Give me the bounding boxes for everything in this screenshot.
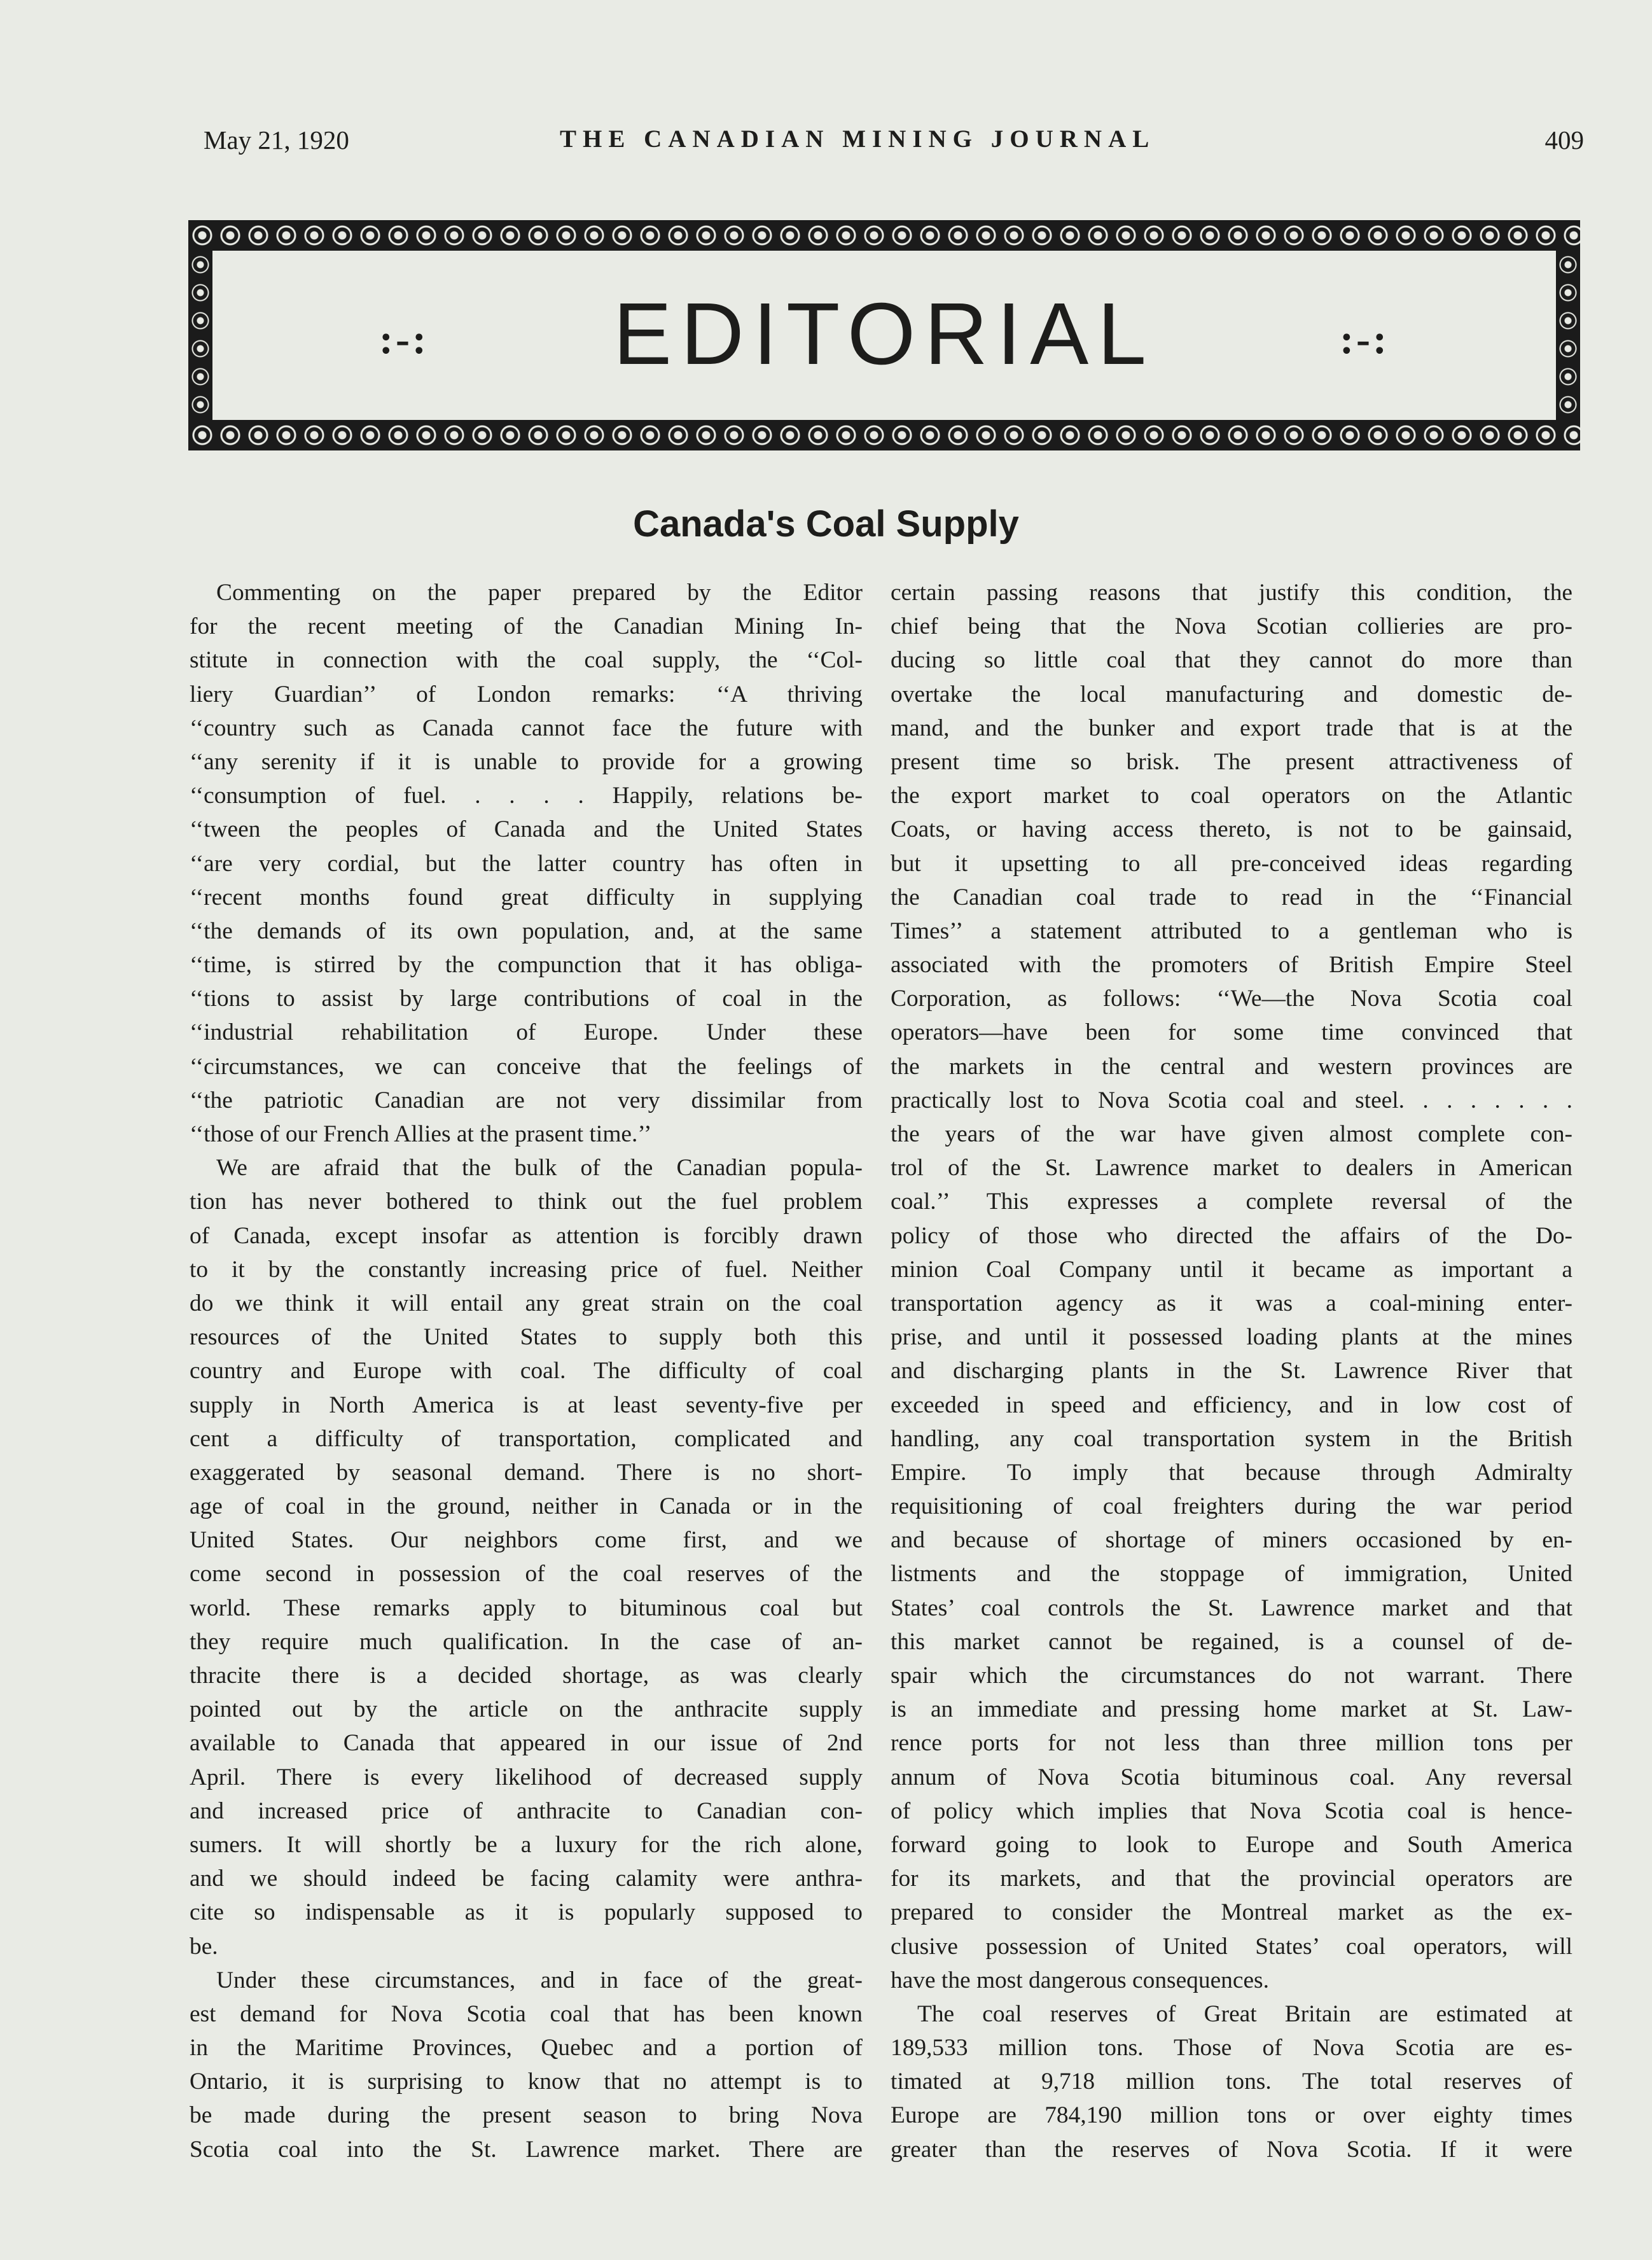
text-line: and because of shortage of miners occasioned by en- — [891, 1527, 1572, 1554]
text-line: exaggerated by seasonal demand. There is no short- — [190, 1459, 863, 1486]
text-line: is an immediate and pressing home market at St. Law- — [891, 1696, 1572, 1723]
text-line: this market cannot be regained, is a counsel of de- — [891, 1628, 1572, 1655]
text-line: certain passing reasons that justify this condition, the — [891, 580, 1572, 606]
text-line: and we should indeed be facing calamity were anthra- — [190, 1866, 863, 1892]
text-line: have the most dangerous consequences. — [891, 1967, 1269, 1993]
text-line: sumers. It will shortly be a luxury for the rich alone, — [190, 1831, 863, 1858]
text-line: transportation agency as it was a coal-mining enter- — [891, 1290, 1572, 1316]
text-line: liery Guardian’’ of London remarks: ‘‘A thriving — [190, 681, 863, 708]
text-line: listments and the stoppage of immigration, United — [891, 1561, 1572, 1587]
text-line: exceeded in speed and efficiency, and in low cost of — [891, 1392, 1572, 1418]
text-line: We are afraid that the bulk of the Canadian popula- — [216, 1155, 863, 1182]
text-line: present time so brisk. The present attractiveness of — [891, 748, 1572, 775]
text-line: be made during the present season to bring Nova — [190, 2102, 863, 2129]
text-line: coal.’’ This expresses a complete reversal of the — [891, 1189, 1572, 1215]
text-line: rence ports for not less than three million tons per — [891, 1730, 1572, 1757]
text-line: ‘‘are very cordial, but the latter country has often in — [190, 850, 863, 877]
text-line: Europe are 784,190 million tons or over eighty times — [891, 2102, 1572, 2129]
article-title: Canada's Coal Supply — [633, 503, 1019, 545]
text-line: come second in possession of the coal reserves of the — [190, 1561, 863, 1587]
text-line: thracite there is a decided shortage, as was clearly — [190, 1663, 863, 1689]
text-line: in the Maritime Provinces, Quebec and a portion of — [190, 2035, 863, 2061]
text-line: requisitioning of coal freighters during the war period — [891, 1493, 1572, 1520]
text-line: ‘‘any serenity if it is unable to provide for a growing — [190, 748, 863, 775]
text-line: Empire. To imply that because through Admiralty — [891, 1459, 1572, 1486]
text-line: Commenting on the paper prepared by the Editor — [216, 580, 863, 606]
editorial-banner — [188, 220, 1580, 450]
text-line: stitute in connection with the coal supply, the ‘‘Col- — [190, 647, 863, 674]
ornament-left: :-: — [379, 316, 429, 363]
text-line: associated with the promoters of British Empire Steel — [891, 952, 1572, 979]
text-line: States’ coal controls the St. Lawrence market and that — [891, 1594, 1572, 1621]
text-line: supply in North America is at least seventy-five per — [190, 1392, 863, 1418]
text-line: the markets in the central and western provinces are — [891, 1053, 1572, 1080]
text-line: and discharging plants in the St. Lawrence River that — [891, 1358, 1572, 1385]
text-line: the Canadian coal trade to read in the ‘‘Financial — [891, 884, 1572, 910]
text-line: ducing so little coal that they cannot do more than — [891, 647, 1572, 674]
text-line: but it upsetting to all pre-conceived ideas regarding — [891, 850, 1572, 877]
text-line: Times’’ a statement attributed to a gentleman who is — [891, 917, 1572, 944]
text-line: ‘‘tions to assist by large contributions of coal in the — [190, 986, 863, 1012]
ornamental-border-top — [188, 220, 1580, 251]
text-line: est demand for Nova Scotia coal that has been known — [190, 2000, 863, 2027]
text-line: Coats, or having access thereto, is not to be gainsaid, — [891, 816, 1572, 843]
text-line: ‘‘time, is stirred by the compunction that it has obliga- — [190, 952, 863, 979]
article-column-right — [891, 576, 1572, 2166]
text-line: cent a difficulty of transportation, complicated and — [190, 1425, 863, 1452]
text-line: tion has never bothered to think out the fuel problem — [190, 1189, 863, 1215]
text-line: be. — [190, 1933, 218, 1960]
journal-name: THE CANADIAN MINING JOURNAL — [560, 125, 1156, 153]
text-line: and increased price of anthracite to Canadian con- — [190, 1797, 863, 1824]
text-line: April. There is every likelihood of decreased supply — [190, 1764, 863, 1790]
text-line: country and Europe with coal. The difficulty of coal — [190, 1358, 863, 1385]
text-line: ‘‘industrial rehabilitation of Europe. Under these — [190, 1019, 863, 1046]
text-line: handling, any coal transportation system in the British — [891, 1425, 1572, 1452]
text-line: ‘‘those of our French Allies at the prasent time.’’ — [190, 1121, 652, 1147]
text-line: spair which the circumstances do not warrant. There — [891, 1663, 1572, 1689]
text-line: ‘‘circumstances, we can conceive that the feelings of — [190, 1053, 863, 1080]
text-line: forward going to look to Europe and South America — [891, 1831, 1572, 1858]
text-line: overtake the local manufacturing and domestic de- — [891, 681, 1572, 708]
text-line: clusive possession of United States’ coal operators, will — [891, 1933, 1572, 1960]
text-line: of policy which implies that Nova Scotia coal is hence- — [891, 1797, 1572, 1824]
text-line: practically lost to Nova Scotia coal and steel. . . . . . . . — [891, 1087, 1572, 1113]
section-title: EDITORIAL — [613, 285, 1155, 383]
text-line: trol of the St. Lawrence market to dealers in American — [891, 1155, 1572, 1182]
text-line: timated at 9,718 million tons. The total reserves of — [891, 2068, 1572, 2095]
article-column-left — [190, 576, 863, 2166]
text-line: ‘‘consumption of fuel. . . . . Happily, relations be- — [190, 783, 863, 809]
text-line: ‘‘country such as Canada cannot face the future with — [190, 715, 863, 741]
text-line: do we think it will entail any great strain on the coal — [190, 1290, 863, 1316]
text-line: annum of Nova Scotia bituminous coal. Any reversal — [891, 1764, 1572, 1790]
text-line: United States. Our neighbors come first, and we — [190, 1527, 863, 1554]
text-line: ‘‘the patriotic Canadian are not very dissimilar from — [190, 1087, 863, 1113]
text-line: world. These remarks apply to bituminous coal but — [190, 1594, 863, 1621]
text-line: prise, and until it possessed loading plants at the mines — [891, 1324, 1572, 1351]
text-line: cite so indispensable as it is popularly supposed to — [190, 1899, 863, 1926]
text-line: operators—have been for some time convinced that — [891, 1019, 1572, 1046]
text-line: policy of those who directed the affairs of the Do- — [891, 1222, 1572, 1249]
text-line: minion Coal Company until it became as important a — [891, 1256, 1572, 1283]
text-line: of Canada, except insofar as attention is forcibly drawn — [190, 1222, 863, 1249]
text-line: Under these circumstances, and in face of the great- — [216, 1967, 863, 1993]
issue-date: May 21, 1920 — [204, 125, 349, 155]
text-line: resources of the United States to supply both this — [190, 1324, 863, 1351]
text-line: ‘‘recent months found great difficulty in supplying — [190, 884, 863, 910]
text-line: Ontario, it is surprising to know that no attempt is to — [190, 2068, 863, 2095]
text-line: prepared to consider the Montreal market as the ex- — [891, 1899, 1572, 1926]
text-line: chief being that the Nova Scotian collieries are pro- — [891, 613, 1572, 640]
text-line: mand, and the bunker and export trade that is at the — [891, 715, 1572, 741]
text-line: they require much qualification. In the case of an- — [190, 1628, 863, 1655]
text-line: pointed out by the article on the anthracite supply — [190, 1696, 863, 1723]
text-line: age of coal in the ground, neither in Canada or in the — [190, 1493, 863, 1520]
text-line: 189,533 million tons. Those of Nova Scotia are es- — [891, 2035, 1572, 2061]
running-head — [204, 125, 1584, 160]
page-number: 409 — [1544, 125, 1584, 155]
text-line: greater than the reserves of Nova Scotia. If it were — [891, 2136, 1572, 2163]
text-line: to it by the constantly increasing price of fuel. Neither — [190, 1256, 863, 1283]
text-line: ‘‘the demands of its own population, and, at the same — [190, 917, 863, 944]
text-line: ‘‘tween the peoples of Canada and the United States — [190, 816, 863, 843]
text-line: Scotia coal into the St. Lawrence market. There are — [190, 2136, 863, 2163]
ornamental-border-bottom — [188, 420, 1580, 450]
text-line: available to Canada that appeared in our issue of 2nd — [190, 1730, 863, 1757]
text-line: for its markets, and that the provincial operators are — [891, 1866, 1572, 1892]
text-line: Corporation, as follows: ‘‘We—the Nova Scotia coal — [891, 986, 1572, 1012]
text-line: the years of the war have given almost complete con- — [891, 1121, 1572, 1147]
text-line: The coal reserves of Great Britain are estimated at — [917, 2000, 1572, 2027]
text-line: for the recent meeting of the Canadian Mining In- — [190, 613, 863, 640]
text-line: the export market to coal operators on the Atlantic — [891, 783, 1572, 809]
ornament-right: :-: — [1340, 316, 1389, 363]
